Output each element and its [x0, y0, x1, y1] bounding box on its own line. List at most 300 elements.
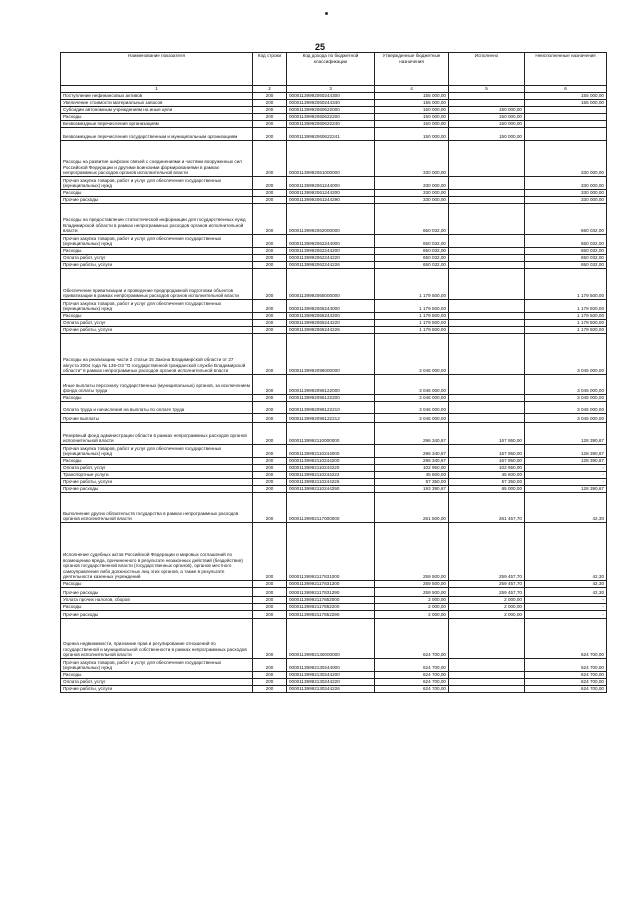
row-line-code: 200 — [253, 619, 287, 659]
row-name: Обеспечение приватизации и проведение предпродажной подготовки объектов приватизации в рамках непрограммных расходов органов исполнительной власти — [61, 269, 253, 300]
scan-dot — [325, 12, 328, 15]
row-approved: 650 032,00 — [375, 248, 449, 255]
row-approved: 330 000,00 — [375, 190, 449, 197]
row-executed — [449, 248, 525, 255]
row-executed: 167 950,00 — [449, 423, 525, 445]
row-income-code: 00001139992096122210 — [287, 402, 375, 414]
row-income-code: 00001139992061244000 — [287, 177, 375, 190]
column-index: 4 — [375, 86, 449, 93]
row-income-code: 00001139992061000000 — [287, 141, 375, 177]
table-row — [61, 672, 607, 679]
table-row — [61, 679, 607, 686]
row-line-code: 200 — [253, 414, 287, 423]
row-income-code: 00001139992130244226 — [287, 686, 375, 693]
table-row — [61, 320, 607, 327]
row-income-code: 00001139992117852290 — [287, 611, 375, 619]
row-unexecuted: 624 700,00 — [525, 659, 607, 672]
table-row — [61, 659, 607, 672]
row-executed — [449, 320, 525, 327]
row-approved: 193 390,67 — [375, 486, 449, 493]
row-approved: 296 340,67 — [375, 423, 449, 445]
row-name: Прочие работы, услуги — [61, 327, 253, 334]
row-line-code: 200 — [253, 334, 287, 375]
row-executed — [449, 659, 525, 672]
row-unexecuted: 42,30 — [525, 493, 607, 523]
row-name: Прочие расходы — [61, 197, 253, 204]
row-approved: 155 000,00 — [375, 93, 449, 100]
row-unexecuted — [525, 107, 607, 114]
row-executed: 150 000,00 — [449, 114, 525, 121]
table-row — [61, 197, 607, 204]
row-approved: 3 046 000,00 — [375, 402, 449, 414]
column-index-row — [61, 86, 607, 93]
row-name: Безвозмездные перечисления государственным и муниципальным организациям — [61, 128, 253, 141]
row-income-code: 00001139992060244300 — [287, 93, 375, 100]
row-line-code: 200 — [253, 128, 287, 141]
row-name: Расходы — [61, 313, 253, 320]
table-row — [61, 300, 607, 313]
row-approved: 1 179 500,00 — [375, 327, 449, 334]
row-income-code: 00001139992062244200 — [287, 248, 375, 255]
table-row — [61, 93, 607, 100]
row-income-code: 00001139992065000000 — [287, 269, 375, 300]
row-name: Транспортные услуги — [61, 472, 253, 479]
table-row — [61, 262, 607, 269]
row-income-code: 00001139992060622240 — [287, 121, 375, 128]
row-approved: 3 046 000,00 — [375, 414, 449, 423]
row-line-code: 200 — [253, 300, 287, 313]
row-approved: 650 032,00 — [375, 255, 449, 262]
row-unexecuted: 1 179 500,00 — [525, 320, 607, 327]
row-income-code: 00001139992060244340 — [287, 100, 375, 107]
row-approved: 624 700,00 — [375, 686, 449, 693]
row-approved: 330 000,00 — [375, 141, 449, 177]
row-name: Оплата работ, услуг — [61, 679, 253, 686]
row-name: Расходы на развитие шефских связей с соединениями и частями вооруженных сил Российской Федерации и другими воинскими формированиями в рамках непрограммных расходов органов исполнительной власти — [61, 141, 253, 177]
row-line-code: 200 — [253, 313, 287, 320]
row-unexecuted — [525, 128, 607, 141]
row-executed — [449, 204, 525, 235]
row-line-code: 200 — [253, 686, 287, 693]
row-name: Расходы — [61, 248, 253, 255]
row-name: Прочие расходы — [61, 486, 253, 493]
row-approved: 650 032,00 — [375, 262, 449, 269]
row-executed: 57 350,00 — [449, 479, 525, 486]
row-line-code: 200 — [253, 141, 287, 177]
row-income-code: 00001139992062244226 — [287, 262, 375, 269]
column-index: 6 — [525, 86, 607, 93]
row-income-code: 00001139992117852200 — [287, 604, 375, 611]
row-executed — [449, 686, 525, 693]
row-approved: 1 179 500,00 — [375, 313, 449, 320]
table-row — [61, 395, 607, 402]
row-name: Расходы — [61, 114, 253, 121]
row-line-code: 200 — [253, 327, 287, 334]
row-approved: 2 000,00 — [375, 597, 449, 604]
table-header-row — [61, 53, 607, 86]
row-line-code: 200 — [253, 402, 287, 414]
row-executed: 2 000,00 — [449, 597, 525, 604]
row-executed — [449, 262, 525, 269]
row-unexecuted: - — [525, 479, 607, 486]
row-unexecuted: 1 179 500,00 — [525, 327, 607, 334]
table-row — [61, 141, 607, 177]
row-line-code: 200 — [253, 248, 287, 255]
row-income-code: 00001139992117852000 — [287, 597, 375, 604]
row-executed — [449, 255, 525, 262]
row-approved: 150 000,00 — [375, 114, 449, 121]
row-executed — [449, 141, 525, 177]
row-line-code: 200 — [253, 523, 287, 581]
row-income-code: 00001139992065244226 — [287, 327, 375, 334]
row-line-code: 200 — [253, 177, 287, 190]
row-unexecuted: 330 000,00 — [525, 197, 607, 204]
row-name: Расходы на предоставление статистической информации для государственных нужд Владимирской области в рамках непрограммных расходов органов исполнительной власти — [61, 204, 253, 235]
row-name: Прочая закупка товаров, работ и услуг для обеспечения государственных (муниципальных) нужд — [61, 235, 253, 248]
row-name: Расходы — [61, 190, 253, 197]
row-unexecuted: 3 046 000,00 — [525, 334, 607, 375]
row-executed: 259 457,70 — [449, 588, 525, 597]
row-unexecuted: 624 700,00 — [525, 679, 607, 686]
row-line-code: 200 — [253, 107, 287, 114]
row-income-code: 00001139992096122212 — [287, 414, 375, 423]
row-unexecuted: - — [525, 597, 607, 604]
row-income-code: 00001139992110244200 — [287, 458, 375, 465]
row-unexecuted: 128 390,67 — [525, 486, 607, 493]
row-income-code: 00001139992110244000 — [287, 445, 375, 458]
table-row — [61, 128, 607, 141]
row-income-code: 00001139992110244222 — [287, 472, 375, 479]
table-row — [61, 235, 607, 248]
table-row — [61, 204, 607, 235]
row-executed: 259 457,70 — [449, 581, 525, 588]
row-income-code: 00001139992117831200 — [287, 581, 375, 588]
row-unexecuted: 128 390,67 — [525, 445, 607, 458]
row-income-code: 00001139992065244000 — [287, 300, 375, 313]
table-row — [61, 334, 607, 375]
row-income-code: 00001139992096000000 — [287, 334, 375, 375]
row-line-code: 200 — [253, 672, 287, 679]
row-income-code: 00001139992130244200 — [287, 672, 375, 679]
row-name: Прочие расходы — [61, 611, 253, 619]
budget-execution-table — [60, 52, 607, 693]
table-row — [61, 107, 607, 114]
row-executed — [449, 190, 525, 197]
table-row — [61, 465, 607, 472]
row-executed — [449, 334, 525, 375]
header-unexecuted: Неисполненные назначения — [525, 53, 607, 86]
row-name: Оплата работ, услуг — [61, 465, 253, 472]
row-approved: 102 950,00 — [375, 465, 449, 472]
row-executed: 167 950,00 — [449, 445, 525, 458]
row-executed — [449, 375, 525, 395]
row-unexecuted: 624 700,00 — [525, 686, 607, 693]
row-income-code: 00001139992130244000 — [287, 659, 375, 672]
table-row — [61, 327, 607, 334]
row-line-code: 200 — [253, 235, 287, 248]
row-executed — [449, 197, 525, 204]
row-unexecuted — [525, 114, 607, 121]
row-name: Прочие работы, услуги — [61, 262, 253, 269]
row-name: Расходы на реализацию части 2 статьи 15 Закона Владимирской области от 27 августа 2004 года № 135-ОЗ "О государственной гражданской службе Владимирской области" в рамках непрограммных расходов органов исполнительной власти — [61, 334, 253, 375]
table-row — [61, 114, 607, 121]
row-approved: 624 700,00 — [375, 659, 449, 672]
row-approved: 1 179 500,00 — [375, 320, 449, 327]
row-line-code: 200 — [253, 190, 287, 197]
table-row — [61, 479, 607, 486]
table-row — [61, 402, 607, 414]
header-approved: Утвержденные бюджетные назначения — [375, 53, 449, 86]
row-line-code: 200 — [253, 445, 287, 458]
table-row — [61, 423, 607, 445]
row-income-code: 00001139992096122200 — [287, 395, 375, 402]
row-name: Прочие расходы — [61, 588, 253, 597]
row-unexecuted: - — [525, 465, 607, 472]
table-row — [61, 611, 607, 619]
row-income-code: 00001139992110244226 — [287, 479, 375, 486]
table-row — [61, 255, 607, 262]
table-row — [61, 414, 607, 423]
row-executed — [449, 269, 525, 300]
table-row — [61, 100, 607, 107]
row-approved: 259 500,00 — [375, 523, 449, 581]
row-line-code: 200 — [253, 659, 287, 672]
row-approved: 259 500,00 — [375, 588, 449, 597]
row-name: Субсидии автономным учреждениям на иные цели — [61, 107, 253, 114]
row-approved: 330 000,00 — [375, 177, 449, 190]
row-name: Прочая закупка товаров, работ и услуг для обеспечения государственных (муниципальных) нужд — [61, 659, 253, 672]
row-name: Увеличение стоимости материальных запасов — [61, 100, 253, 107]
row-executed — [449, 177, 525, 190]
row-approved: 261 500,00 — [375, 493, 449, 523]
row-line-code: 200 — [253, 679, 287, 686]
row-line-code: 200 — [253, 262, 287, 269]
row-unexecuted: - — [525, 604, 607, 611]
row-approved: 3 046 000,00 — [375, 375, 449, 395]
row-executed: 2 000,00 — [449, 611, 525, 619]
row-unexecuted: 42,30 — [525, 581, 607, 588]
row-unexecuted: 42,30 — [525, 523, 607, 581]
row-unexecuted: 624 700,00 — [525, 672, 607, 679]
row-line-code: 200 — [253, 611, 287, 619]
row-approved: 330 000,00 — [375, 197, 449, 204]
row-income-code: 00001139992117831290 — [287, 588, 375, 597]
row-name: Расходы — [61, 604, 253, 611]
row-income-code: 00001139992060622241 — [287, 128, 375, 141]
row-income-code: 00001139992110244290 — [287, 486, 375, 493]
row-approved: 650 032,00 — [375, 235, 449, 248]
row-unexecuted: 3 046 000,00 — [525, 414, 607, 423]
row-executed — [449, 679, 525, 686]
row-name: Прочая закупка товаров, работ и услуг для обеспечения государственных (муниципальных) нужд — [61, 445, 253, 458]
row-approved: 296 340,67 — [375, 458, 449, 465]
row-income-code: 00001139992110000000 — [287, 423, 375, 445]
row-income-code: 00001139992096122000 — [287, 375, 375, 395]
row-unexecuted: 1 179 500,00 — [525, 300, 607, 313]
row-executed: 150 000,00 — [449, 107, 525, 114]
row-executed — [449, 93, 525, 100]
row-name: Безвозмездные перечисления организациям — [61, 121, 253, 128]
row-name: Поступление нефинансовых активов — [61, 93, 253, 100]
row-income-code: 00001139992065244220 — [287, 320, 375, 327]
row-executed: 261 457,70 — [449, 493, 525, 523]
row-unexecuted: - — [525, 611, 607, 619]
row-unexecuted: 1 179 500,00 — [525, 269, 607, 300]
row-name: Прочие выплаты — [61, 414, 253, 423]
row-executed: 65 000,00 — [449, 486, 525, 493]
row-line-code: 200 — [253, 465, 287, 472]
row-income-code: 00001139992130000000 — [287, 619, 375, 659]
row-line-code: 200 — [253, 121, 287, 128]
row-name: Иные выплаты персоналу государственных (муниципальных) органов, за исключением фонда оплаты труда — [61, 375, 253, 395]
row-approved: 1 179 500,00 — [375, 269, 449, 300]
row-unexecuted — [525, 121, 607, 128]
table-row — [61, 269, 607, 300]
table-row — [61, 445, 607, 458]
row-approved: 150 000,00 — [375, 107, 449, 114]
header-indicator-name: Наименование показателя — [61, 53, 253, 86]
row-unexecuted: 42,30 — [525, 588, 607, 597]
row-executed: 150 000,00 — [449, 121, 525, 128]
header-income-code: Код дохода по бюджетной классификации — [287, 53, 375, 86]
row-name: Резервный фонд администрации области в рамках непрограммных расходов органов исполнительной власти — [61, 423, 253, 445]
row-name: Прочие работы, услуги — [61, 479, 253, 486]
row-approved: 624 700,00 — [375, 619, 449, 659]
row-income-code: 00001139992117831000 — [287, 523, 375, 581]
row-income-code: 00001139992065244200 — [287, 313, 375, 320]
row-line-code: 200 — [253, 458, 287, 465]
row-approved: 3 046 000,00 — [375, 395, 449, 402]
row-line-code: 200 — [253, 204, 287, 235]
header-executed: Исполнено — [449, 53, 525, 86]
row-unexecuted: 650 032,00 — [525, 248, 607, 255]
row-unexecuted: 155 000,00 — [525, 100, 607, 107]
row-approved: 624 700,00 — [375, 672, 449, 679]
row-income-code: 00001139992061244290 — [287, 197, 375, 204]
row-name: Расходы — [61, 581, 253, 588]
row-unexecuted: 650 032,00 — [525, 235, 607, 248]
row-executed — [449, 313, 525, 320]
row-unexecuted: 3 046 000,00 — [525, 375, 607, 395]
row-name: Выполнение других обязательств государства в рамках непрограммных расходов органов исполнительной власти — [61, 493, 253, 523]
table-row — [61, 686, 607, 693]
table-row — [61, 458, 607, 465]
row-line-code: 200 — [253, 255, 287, 262]
row-income-code: 00001139992060622200 — [287, 114, 375, 121]
row-line-code: 200 — [253, 479, 287, 486]
row-unexecuted: 3 046 000,00 — [525, 395, 607, 402]
row-unexecuted: 330 000,00 — [525, 141, 607, 177]
row-name: Оплата труда и начисления на выплаты по оплате труда — [61, 402, 253, 414]
row-executed — [449, 327, 525, 334]
column-index: 2 — [253, 86, 287, 93]
table-row — [61, 121, 607, 128]
row-line-code: 200 — [253, 486, 287, 493]
row-name: Расходы — [61, 458, 253, 465]
table-row — [61, 523, 607, 581]
table-row — [61, 493, 607, 523]
row-line-code: 200 — [253, 197, 287, 204]
row-approved: 155 000,00 — [375, 100, 449, 107]
row-unexecuted: 1 179 500,00 — [525, 313, 607, 320]
column-index: 5 — [449, 86, 525, 93]
row-line-code: 200 — [253, 597, 287, 604]
row-executed: 45 600,00 — [449, 472, 525, 479]
table-row — [61, 588, 607, 597]
row-name: Оплата работ, услуг — [61, 320, 253, 327]
row-unexecuted: 330 000,00 — [525, 190, 607, 197]
row-unexecuted: 3 046 000,00 — [525, 402, 607, 414]
row-approved: 150 000,00 — [375, 121, 449, 128]
row-unexecuted: 155 000,00 — [525, 93, 607, 100]
row-unexecuted: 650 032,00 — [525, 255, 607, 262]
row-approved: 296 340,67 — [375, 445, 449, 458]
row-name: Прочая закупка товаров, работ и услуг для обеспечения государственных (муниципальных) нужд — [61, 300, 253, 313]
row-name: Оплата работ, услуг — [61, 255, 253, 262]
row-line-code: 200 — [253, 114, 287, 121]
page-number: 25 — [314, 42, 325, 52]
row-line-code: 200 — [253, 100, 287, 107]
header-line-code: Код строки — [253, 53, 287, 86]
row-income-code: 00001139992062244000 — [287, 235, 375, 248]
row-line-code: 200 — [253, 320, 287, 327]
row-name: Уплата прочих налогов, сборов — [61, 597, 253, 604]
row-executed — [449, 402, 525, 414]
row-unexecuted: 650 032,00 — [525, 204, 607, 235]
row-executed — [449, 619, 525, 659]
row-income-code: 00001139992117000000 — [287, 493, 375, 523]
row-name: Прочая закупка товаров, работ и услуг для обеспечения государственных (муниципальных) нужд — [61, 177, 253, 190]
row-approved: 2 000,00 — [375, 604, 449, 611]
row-unexecuted: - — [525, 472, 607, 479]
row-approved: 57 350,00 — [375, 479, 449, 486]
row-executed: 167 950,00 — [449, 458, 525, 465]
row-name: Прочие работы, услуги — [61, 686, 253, 693]
row-approved: 3 046 000,00 — [375, 334, 449, 375]
row-income-code: 00001139992130244220 — [287, 679, 375, 686]
table-row — [61, 597, 607, 604]
column-index: 1 — [61, 86, 253, 93]
row-name: Исполнение судебных актов Российской Федерации и мировых соглашений по возмещению вреда, причиненного в результате незаконных действий (бездействия) органов государственной власти (государственных органов), органов местного самоуправления либо должностных лиц этих органов, а также в результате деятельности казенных учреждений — [61, 523, 253, 581]
row-line-code: 200 — [253, 604, 287, 611]
row-income-code: 00001139992061244200 — [287, 190, 375, 197]
row-executed — [449, 235, 525, 248]
table-row — [61, 248, 607, 255]
row-line-code: 200 — [253, 472, 287, 479]
row-executed — [449, 395, 525, 402]
row-line-code: 200 — [253, 375, 287, 395]
row-executed: 150 000,00 — [449, 128, 525, 141]
row-income-code: 00001139992060622000 — [287, 107, 375, 114]
row-line-code: 200 — [253, 588, 287, 597]
row-approved: 259 500,00 — [375, 581, 449, 588]
column-index: 3 — [287, 86, 375, 93]
row-line-code: 200 — [253, 493, 287, 523]
row-line-code: 200 — [253, 269, 287, 300]
table-row — [61, 604, 607, 611]
row-approved: 45 600,00 — [375, 472, 449, 479]
row-approved: 1 179 500,00 — [375, 300, 449, 313]
row-unexecuted: 128 390,67 — [525, 458, 607, 465]
row-executed: 102 950,00 — [449, 465, 525, 472]
table-row — [61, 313, 607, 320]
row-approved: 650 032,00 — [375, 204, 449, 235]
row-unexecuted: 650 032,00 — [525, 262, 607, 269]
row-executed — [449, 672, 525, 679]
row-approved: 624 700,00 — [375, 679, 449, 686]
row-income-code: 00001139992110244220 — [287, 465, 375, 472]
row-line-code: 200 — [253, 93, 287, 100]
